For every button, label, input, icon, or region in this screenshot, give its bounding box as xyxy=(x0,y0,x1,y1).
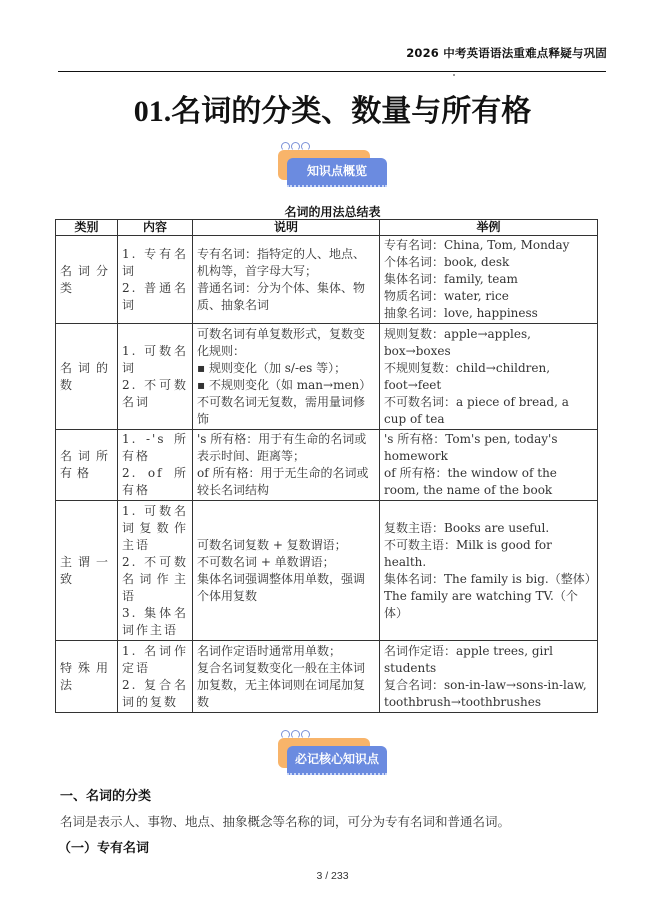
cell-content xyxy=(118,236,193,324)
cell-content xyxy=(118,501,193,641)
header-content: 内容 xyxy=(118,220,193,236)
header-rule xyxy=(58,71,606,72)
cell-examples-line: 不可数名词：a piece of bread, a cup of tea xyxy=(384,394,569,426)
cell-category: 名词所有格 xyxy=(56,430,118,501)
cell-explanation xyxy=(193,324,380,430)
cell-content-line: 2. 不可数名词作主语 xyxy=(122,554,188,603)
cell-examples-line: 物质名词：water, rice xyxy=(384,289,509,303)
table-row xyxy=(56,324,598,430)
cell-content-line: 2. 不可数名词 xyxy=(122,377,188,409)
table-row xyxy=(56,430,598,501)
cell-examples-line: 集体名词：The family is big.（整体） xyxy=(384,571,597,586)
cell-explanation-line: 不可数名词无复数，需用量词修饰 xyxy=(197,394,366,426)
cell-content xyxy=(118,430,193,501)
table-row xyxy=(56,501,598,641)
cell-category: 名词的数 xyxy=(56,324,118,430)
cell-explanation xyxy=(193,236,380,324)
header-explanation: 说明 xyxy=(193,220,380,236)
cell-examples xyxy=(380,430,598,501)
cell-content-line: 2. of 所有格 xyxy=(122,466,188,497)
table-row xyxy=(56,641,598,713)
header-examples: 举例 xyxy=(380,220,598,236)
cell-explanation xyxy=(193,641,380,713)
table-row xyxy=(56,236,598,324)
cell-content xyxy=(118,641,193,713)
cell-examples-line: 规则复数：apple→apples, box→boxes xyxy=(384,326,531,358)
cell-explanation-line: 集体名词强调整体用单数，强调个体用复数 xyxy=(197,571,366,603)
cell-examples-line: 复合名词：son-in-law→sons-in-law, toothbrush→toothbrushes xyxy=(384,677,587,709)
running-head: 2026 中考英语语法重难点释疑与巩固 xyxy=(406,46,607,60)
cell-content-line: 2. 复合名词的复数 xyxy=(122,677,188,709)
cell-examples xyxy=(380,501,598,641)
overview-badge-label: 知识点概览 xyxy=(287,158,387,187)
cell-content-line: 3. 集体名词作主语 xyxy=(122,605,188,637)
cell-category: 名词分类 xyxy=(56,236,118,324)
table-caption: 名词的用法总结表 xyxy=(284,205,381,219)
cell-category: 特殊用法 xyxy=(56,641,118,713)
cell-examples xyxy=(380,236,598,324)
subsection-heading: （一）专有名词 xyxy=(58,841,150,856)
cell-examples xyxy=(380,324,598,430)
cell-examples-line: The family are watching TV.（个体） xyxy=(384,588,578,620)
cell-examples-line: 抽象名词：love, happiness xyxy=(384,306,538,320)
table-header-row xyxy=(56,220,598,236)
cell-examples-line: 复数主语：Books are useful. xyxy=(384,520,550,535)
cell-content-line: 2. 普通名词 xyxy=(122,280,188,312)
cell-examples-line: 不可数主语：Milk is good for health. xyxy=(384,537,552,569)
core-badge-label: 必记核心知识点 xyxy=(287,746,387,775)
cell-content-line: 1. -'s 所有格 xyxy=(122,432,188,463)
cell-explanation-line: of 所有格：用于无生命的名词或较长名词结构 xyxy=(197,466,369,497)
cell-explanation-line: 可数名词有单复数形式，复数变化规则： xyxy=(197,326,366,358)
cell-examples-line: of 所有格：the window of the room, the name of the book xyxy=(384,466,557,497)
cell-explanation-line: 普通名词：分为个体、集体、物质、抽象名词 xyxy=(197,280,366,312)
cell-explanation-line: 's 所有格：用于有生命的名词或表示时间、距离等； xyxy=(197,432,367,463)
cell-examples xyxy=(380,641,598,713)
cell-content xyxy=(118,324,193,430)
cell-examples-line: 集体名词：family, team xyxy=(384,272,518,286)
cell-explanation-line: 专有名词：指特定的人、地点、机构等，首字母大写； xyxy=(197,246,366,278)
header-dot xyxy=(453,74,455,76)
cell-explanation-line: 可数名词复数 + 复数谓语； xyxy=(197,537,347,552)
page-title: 01.名词的分类、数量与所有格 xyxy=(133,95,532,128)
header-category: 类别 xyxy=(56,220,118,236)
cell-content-line: 1. 名词作定语 xyxy=(122,643,188,675)
core-knowledge-badge xyxy=(266,728,386,776)
cell-content-line: 1. 专有名词 xyxy=(122,246,188,278)
cell-explanation-line: ▪ 不规则变化（如 man→men） xyxy=(197,377,372,392)
cell-examples-line: 个体名词：book, desk xyxy=(384,255,510,269)
cell-explanation-line: 名词作定语时通常用单数； xyxy=(197,643,342,658)
page-number: 3 / 233 xyxy=(316,870,349,882)
cell-category: 主谓一致 xyxy=(56,501,118,641)
overview-badge xyxy=(266,140,386,188)
cell-explanation xyxy=(193,501,380,641)
cell-explanation-line: ▪ 规则变化（加 s/-es 等）； xyxy=(197,360,347,375)
noun-summary-table xyxy=(55,219,598,713)
cell-content-line: 1. 可数名词复数作主语 xyxy=(122,503,188,552)
section-heading: 一、名词的分类 xyxy=(60,789,152,804)
section-paragraph: 名词是表示人、事物、地点、抽象概念等名称的词，可分为专有名词和普通名词。 xyxy=(60,814,511,829)
cell-explanation xyxy=(193,430,380,501)
cell-examples-line: 's 所有格：Tom's pen, today's homework xyxy=(384,432,558,463)
cell-explanation-line: 不可数名词 + 单数谓语； xyxy=(197,554,335,569)
cell-examples-line: 名词作定语：apple trees, girl students xyxy=(384,643,553,675)
cell-examples-line: 不规则复数：child→children, foot→feet xyxy=(384,360,551,392)
cell-examples-line: 专有名词：China, Tom, Monday xyxy=(384,238,570,252)
cell-explanation-line: 复合名词复数变化一般在主体词加复数，无主体词则在词尾加复数 xyxy=(197,660,366,709)
cell-content-line: 1. 可数名词 xyxy=(122,343,188,375)
